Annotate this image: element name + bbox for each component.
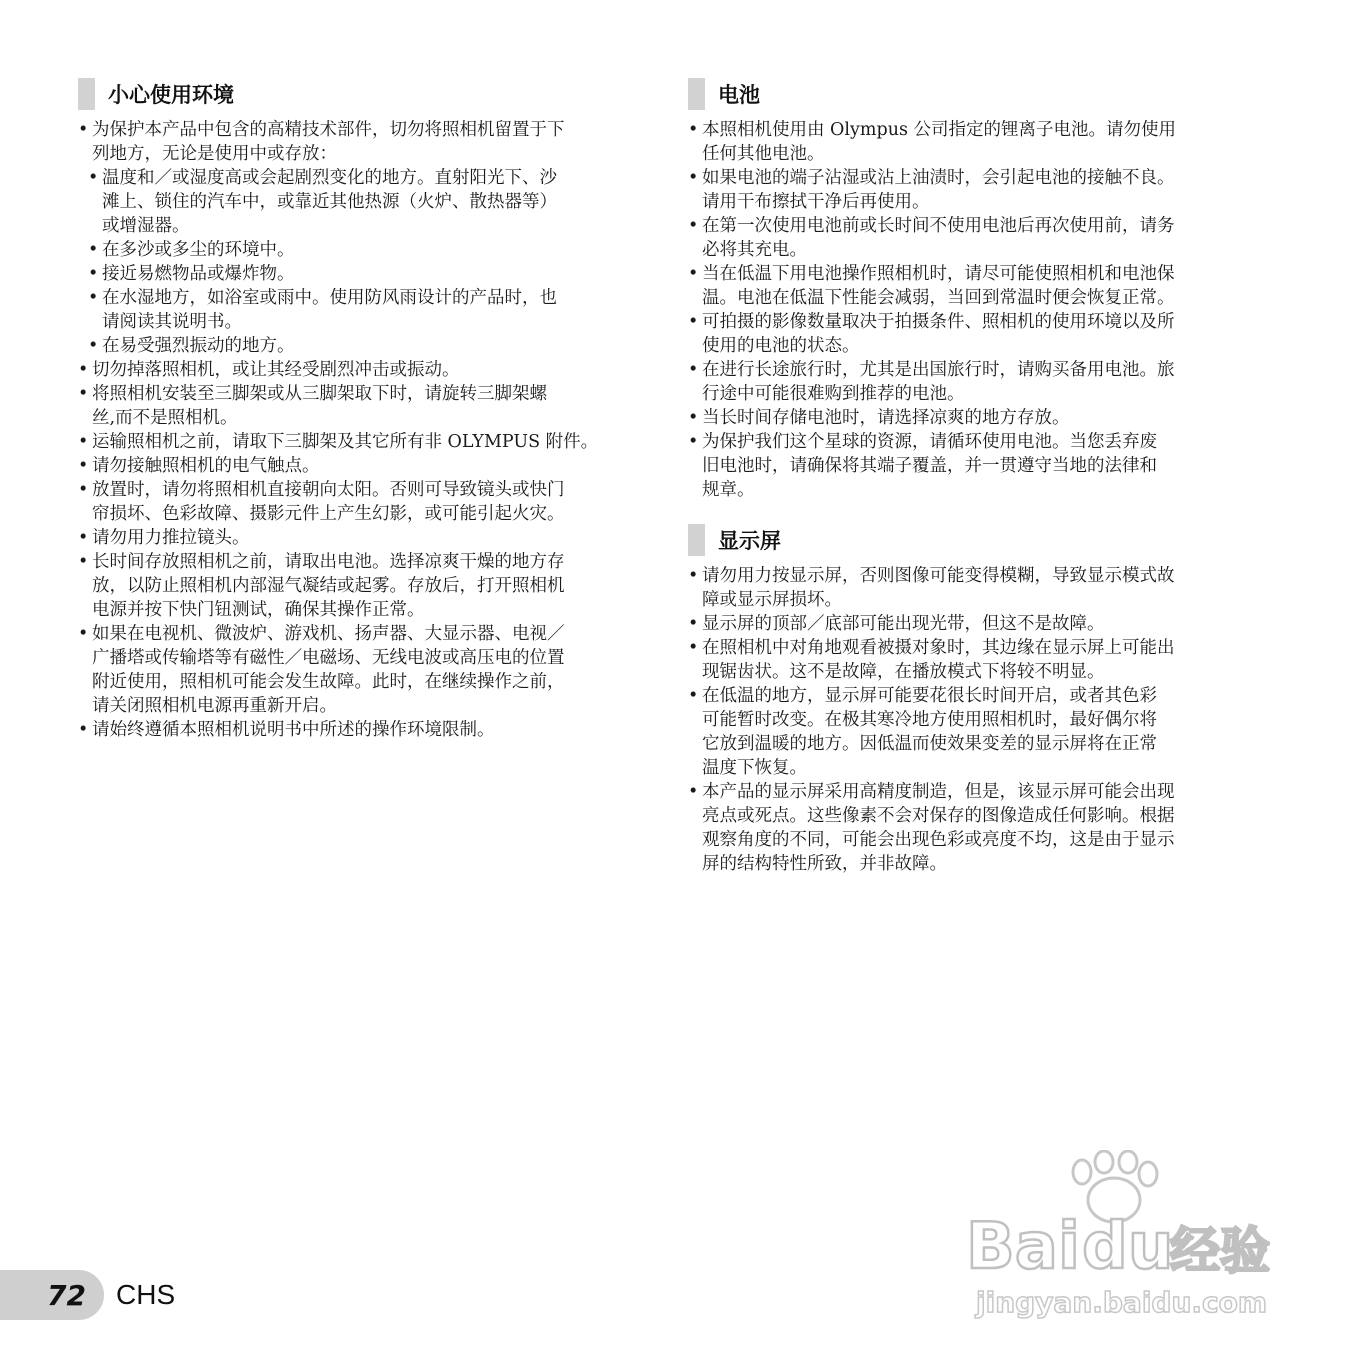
list-item: • 如果电池的端子沾湿或沾上油渍时，会引起电池的接触不良。 请用干布擦拭干净后再使用。 [688,166,1248,214]
page-number-tab [0,1270,104,1320]
section-title: 电池 [718,83,760,107]
list-item: • 在进行长途旅行时，尤其是出国旅行时，请购买备用电池。旅 行途中可能很难购到推荐的电池。 [688,358,1248,406]
sub-list-item: • 温度和／或湿度高或会起剧烈变化的地方。直射阳光下、沙 滩上、锁住的汽车中，或靠近其他热源（火炉、散热器等） 或增湿器。 [78,166,638,238]
svg-text:Bai: Bai [966,1210,1080,1284]
heading-marker [78,78,95,110]
section-heading [688,78,1248,110]
list-item: • 请勿用力推拉镜头。 [78,526,638,550]
list-item: • 切勿掉落照相机，或让其经受剧烈冲击或振动。 [78,358,638,382]
list-item: • 请始终遵循本照相机说明书中所述的操作环境限制。 [78,718,638,742]
list-item: • 请勿用力按显示屏，否则图像可能变得模糊，导致显示模式故 障或显示屏损坏。 [688,564,1248,612]
display-list [688,564,1248,876]
list-item: • 放置时，请勿将照相机直接朝向太阳。否则可导致镜头或快门 帘损坏、色彩故障、摄影元件上产生幻影，或可能引起火灾。 [78,478,638,526]
list-item: • 在低温的地方，显示屏可能要花很长时间开启，或者其色彩 可能暂时改变。在极其寒冷地方使用照相机时，最好偶尔将 它放到温暖的地方。因低温而使效果变差的显示屏将在正常 温度下恢复。 [688,684,1248,780]
list-item: • 为保护本产品中包含的高精技术部件，切勿将照相机留置于下 列地方，无论是使用中或存放： [78,118,638,166]
list-item: • 当在低温下用电池操作照相机时，请尽可能使照相机和电池保 温。电池在低温下性能会减弱，当回到常温时便会恢复正常。 [688,262,1248,310]
list-item: • 可拍摄的影像数量取决于拍摄条件、照相机的使用环境以及所 使用的电池的状态。 [688,310,1248,358]
section-display [688,524,1248,876]
list-item: • 在第一次使用电池前或长时间不使用电池后再次使用前，请务 必将其充电。 [688,214,1248,262]
svg-text:du: du [1082,1210,1174,1284]
sub-list-item: • 在多沙或多尘的环境中。 [78,238,638,262]
list-item: • 在照相机中对角地观看被摄对象时，其边缘在显示屏上可能出 现锯齿状。这不是故障，在播放模式下将较不明显。 [688,636,1248,684]
sub-list-item: • 接近易燃物品或爆炸物。 [78,262,638,286]
list-item: • 运输照相机之前，请取下三脚架及其它所有非 OLYMPUS 附件。 [78,430,638,454]
environment-list [78,118,638,742]
section-battery [688,78,1248,502]
left-column [78,78,638,764]
sub-list-item: • 在易受强烈振动的地方。 [78,334,638,358]
battery-list [688,118,1248,502]
baidu-watermark-logo [962,1150,1282,1320]
page-footer [0,1270,175,1320]
svg-text:jingyan.baidu.com: jingyan.baidu.com [976,1286,1268,1319]
sub-list-item: • 在水湿地方，如浴室或雨中。使用防风雨设计的产品时，也 请阅读其说明书。 [78,286,638,334]
list-item: • 当长时间存储电池时，请选择凉爽的地方存放。 [688,406,1248,430]
list-item: • 显示屏的顶部／底部可能出现光带，但这不是故障。 [688,612,1248,636]
list-item: • 长时间存放照相机之前，请取出电池。选择凉爽干燥的地方存 放，以防止照相机内部湿气凝结或起雾。存放后，打开照相机 电源并按下快门钮测试，确保其操作正常。 [78,550,638,622]
list-item: • 如果在电视机、微波炉、游戏机、扬声器、大显示器、电视／ 广播塔或传输塔等有磁性／电磁场、无线电波或高压电的位置 附近使用，照相机可能会发生故障。此时，在继续操作之前， 请关闭照相机电源再重新开启。 [78,622,638,718]
language-code: CHS [116,1279,176,1310]
section-title: 显示屏 [718,529,781,553]
section-heading [688,524,1248,556]
list-item: • 本产品的显示屏采用高精度制造，但是，该显示屏可能会出现 亮点或死点。这些像素不会对保存的图像造成任何影响。根据 观察角度的不同，可能会出现色彩或亮度不均，这是由于显示 屏的结构特性所致，并非故障。 [688,780,1248,876]
page-number: 72 [47,1278,86,1312]
svg-text:经验: 经验 [1170,1222,1270,1280]
list-item: • 请勿接触照相机的电气触点。 [78,454,638,478]
section-heading [78,78,638,110]
heading-marker [688,78,705,110]
list-item: • 将照相机安装至三脚架或从三脚架取下时，请旋转三脚架螺 丝,而不是照相机。 [78,382,638,430]
list-item: • 为保护我们这个星球的资源，请循环使用电池。当您丢弃废 旧电池时，请确保将其端子覆盖，并一贯遵守当地的法律和 规章。 [688,430,1248,502]
heading-marker [688,524,705,556]
section-title: 小心使用环境 [108,83,234,107]
right-column [688,78,1248,898]
list-item: • 本照相机使用由 Olympus 公司指定的锂离子电池。请勿使用 任何其他电池。 [688,118,1248,166]
section-environment [78,78,638,742]
